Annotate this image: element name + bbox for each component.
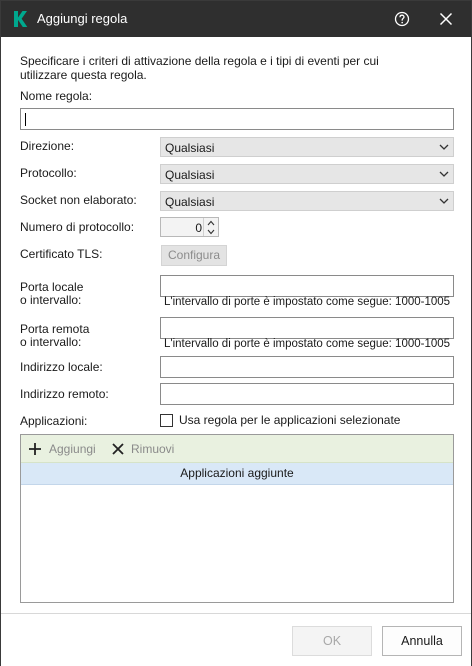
kaspersky-logo-icon [12,10,28,28]
raw-socket-value: Qualsiasi [165,195,215,209]
chevron-down-icon [439,197,449,205]
dialog-footer [1,613,471,666]
applications-panel [20,434,454,603]
tls-certificate-label: Certificato TLS: [20,247,103,261]
plus-icon [28,442,42,456]
chevron-down-icon [439,170,449,178]
use-rule-for-apps-label[interactable]: Usa regola per le applicazioni selezionate [179,413,401,427]
local-port-hint: L'intervallo di porte è impostato come segue: 1000-1005 [164,296,451,308]
add-application-button[interactable]: Aggiungi [49,442,96,456]
protocol-number-label: Numero di protocollo: [20,220,135,234]
protocol-number-value: 0 [195,221,202,235]
remote-address-input[interactable] [160,383,454,405]
help-circle-icon [394,11,410,27]
remove-application-button[interactable]: Rimuovi [131,442,175,456]
raw-socket-label: Socket non elaborato: [20,193,137,207]
applications-column-header[interactable]: Applicazioni aggiunte [21,463,453,485]
stepper-arrows[interactable] [203,218,218,236]
raw-socket-select[interactable] [160,191,454,211]
chevron-down-icon[interactable] [207,229,215,235]
remote-address-label: Indirizzo remoto: [20,387,109,401]
local-port-label-line1: Porta locale [20,280,84,294]
direction-select[interactable] [160,137,454,157]
chevron-up-icon[interactable] [207,220,215,226]
remote-port-label-line1: Porta remota [20,322,90,336]
rule-name-input[interactable] [20,108,454,130]
local-port-label-line2: o intervallo: [20,293,82,307]
configure-button[interactable]: Configura [161,245,227,266]
protocol-value: Qualsiasi [165,168,215,182]
local-address-label: Indirizzo locale: [20,360,103,374]
local-port-input[interactable] [160,275,454,297]
use-rule-for-apps-checkbox[interactable] [160,414,173,427]
help-button[interactable] [385,7,419,31]
remote-port-input[interactable] [160,317,454,339]
x-icon [111,442,125,456]
remote-port-label-line2: o intervallo: [20,335,82,349]
close-button[interactable] [429,7,463,31]
applications-label: Applicazioni: [20,414,88,428]
close-icon [438,11,454,27]
window-title: Aggiungi regola [37,11,128,26]
protocol-label: Protocollo: [20,166,77,180]
direction-label: Direzione: [20,139,75,153]
intro-text: Specificare i criteri di attivazione della regola e i tipi di eventi per cui utilizzare questa regola. [20,54,379,82]
protocol-select[interactable] [160,164,454,184]
remote-port-hint: L'intervallo di porte è impostato come segue: 1000-1005 [164,338,451,350]
title-bar [1,1,471,37]
local-address-input[interactable] [160,356,454,378]
text-caret [25,113,26,126]
cancel-button[interactable]: Annulla [382,626,462,656]
protocol-number-stepper[interactable] [160,217,219,237]
rule-name-label: Nome regola: [20,89,93,103]
chevron-down-icon [439,143,449,151]
applications-toolbar [21,435,453,463]
direction-value: Qualsiasi [165,141,215,155]
ok-button[interactable]: OK [292,626,372,656]
